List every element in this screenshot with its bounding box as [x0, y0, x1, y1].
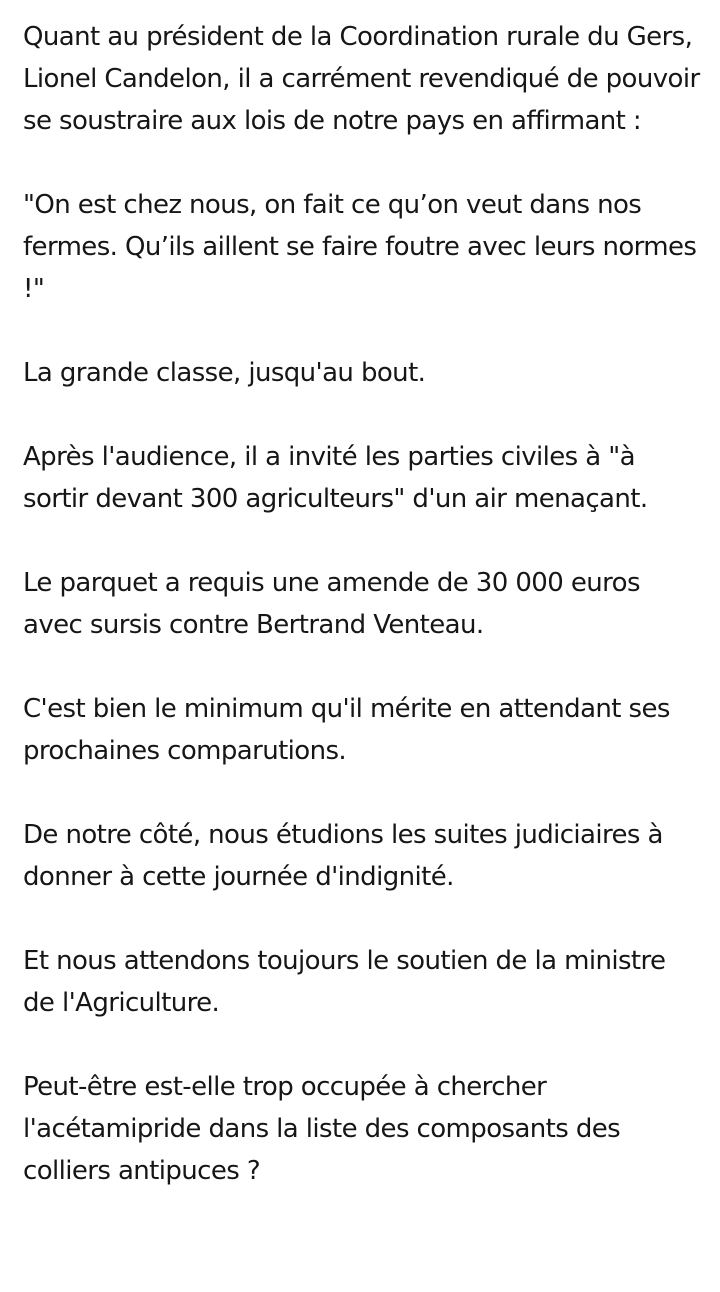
- paragraph-quote: "On est chez nous, on fait ce qu’on veut dans nos fermes. Qu’ils aillent se faire foutre avec leurs normes !": [23, 190, 697, 304]
- paragraph-parquet: Le parquet a requis une amende de 30 000 euros avec sursis contre Bertrand Venteau.: [23, 568, 640, 640]
- paragraph-minimum: C'est bien le minimum qu'il mérite en attendant ses prochaines comparutions.: [23, 694, 670, 766]
- paragraph-grande-classe: La grande classe, jusqu'au bout.: [23, 358, 426, 388]
- paragraph-candelon-claim: Quant au président de la Coordination rurale du Gers, Lionel Candelon, il a carrément revendiqué de pouvoir se soustraire aux lois de notre pays en affirmant :: [23, 22, 700, 136]
- paragraph-notre-cote: De notre côté, nous étudions les suites judiciaires à donner à cette journée d'indignité.: [23, 820, 663, 892]
- paragraph-acetamipride: Peut-être est-elle trop occupée à chercher l'acétamipride dans la liste des composants des colliers antipuces ?: [23, 1072, 621, 1186]
- paragraph-apres-audience: Après l'audience, il a invité les parties civiles à "à sortir devant 300 agriculteurs" d'un air menaçant.: [23, 442, 648, 514]
- paragraph-ministre: Et nous attendons toujours le soutien de la ministre de l'Agriculture.: [23, 946, 666, 1018]
